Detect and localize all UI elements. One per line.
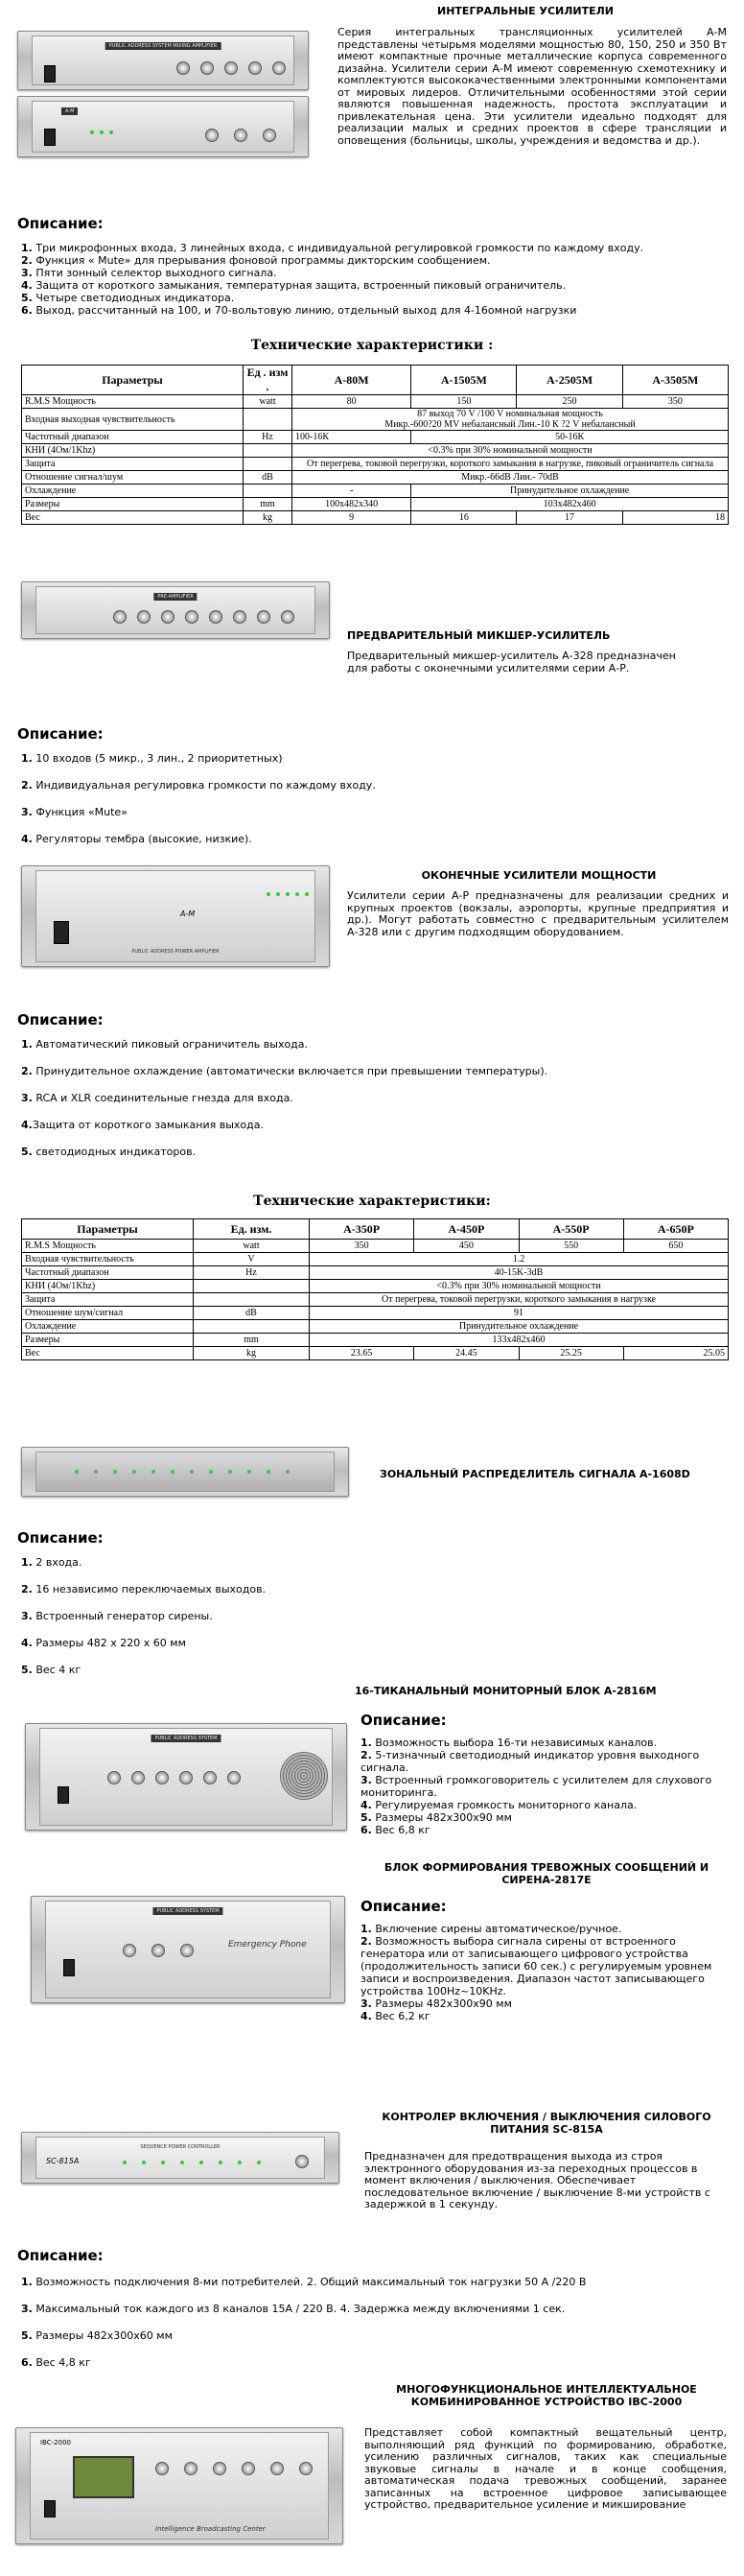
power-amplifier-photo (21, 865, 330, 967)
preamplifier-photo (21, 581, 330, 639)
section-title: ИНТЕГРАЛЬНЫЕ УСИЛИТЕЛИ (437, 5, 614, 17)
description-heading: Описание: (360, 1712, 447, 1729)
section-title: ЗОНАЛЬНЫЙ РАСПРЕДЕЛИТЕЛЬ СИГНАЛА А-1608D (380, 1468, 690, 1480)
list-item: 1. 2 входа. (21, 1556, 82, 1569)
list-item: 3. Размеры 482х300х90 мм (360, 1997, 512, 2010)
list-item: 2. Индивидуальная регулировка громкости по каждому входу. (21, 779, 376, 792)
list-item: 4. Защита от короткого замыкания, температурная защита, встроенный пиковый ограничитель. (21, 279, 567, 292)
list-item: 2. 5-тизначный светодиодный индикатор уровня выходного сигнала. (360, 1749, 700, 1774)
list-item: 1. Возможность выбора 16-ти независимых каналов. (360, 1737, 658, 1749)
list-item: 3. Максимальный ток каждого из 8 каналов 15А / 220 В. 4. Задержка между включениями 1 сек. (21, 2303, 566, 2315)
section-title: ПРЕДВАРИТЕЛЬНЫЙ МИКШЕР-УСИЛИТЕЛЬ (347, 629, 611, 642)
list-item: 6. Вес 4,8 кг (21, 2356, 91, 2369)
description-heading: Описание: (360, 1898, 447, 1915)
list-item: 3. Функция «Mute» (21, 806, 128, 818)
device-text: Emergency Phone (228, 1940, 307, 1950)
description-heading: Описание: (17, 1529, 104, 1547)
section-description: Предназначен для предотвращения выхода из строя электронного оборудования из-за переходных процессов в момент включения / выключения. Обеспечивает последовательное включение / выключение 8-ми устройств с задержкой в 1 секунду. (364, 2150, 710, 2210)
device-label: PUBLIC ADDRESS POWER AMPLIFIER (131, 949, 220, 955)
section-title: МНОГОФУНКЦИОНАЛЬНОЕ ИНТЕЛЛЕКТУАЛЬНОЕ КОМБИНИРОВАННОЕ УСТРОЙСТВО IBC-2000 (396, 2383, 697, 2408)
list-item: 4.Защита от короткого замыкания выхода. (21, 1119, 264, 1131)
amplifier-photo-top (17, 31, 309, 90)
list-item: 1. 10 входов (5 микр., 3 лин., 2 приоритетных) (21, 752, 283, 765)
spec-title: Технические характеристики : (250, 338, 494, 353)
list-item: 1. Включение сирены автоматическое/ручное. (360, 1923, 622, 1935)
list-item: 3. Встроенный генератор сирены. (21, 1610, 213, 1622)
device-label: SEQUENCE POWER CONTROLLER (140, 2144, 221, 2150)
section-description: Серия интегральных трансляционных усилителей А-М представлены четырьмя моделями мощностью 80, 150, 250 и 350 Вт имеют компактные прочные металлические корпуса современного дизайна. Усилители серии А-М имеют современную схемотехнику и комплектуются высококачественными электронными компонентами от мировых лидеров. Отличительными особенностями этой серии являются повышенная надежность, простота эксплуатации и привлекательная цена. Эти усилители идеально подходят для реализации малых и средних проектов в сфере трансляции и оповещения (больницы, школы, учреждения и ведомства и др.). (337, 26, 727, 147)
description-heading: Описание: (17, 725, 104, 743)
device-label: PUBLIC ADDRESS SYSTEM (151, 1735, 221, 1742)
spec-title: Технические характеристики: (253, 1193, 491, 1209)
device-label: A-M (61, 107, 78, 115)
list-item: 2. 16 независимо переключаемых выходов. (21, 1583, 267, 1595)
broadcast-center-photo (15, 2427, 343, 2544)
device-label: PUBLIC ADDRESS SYSTEM MIXING AMPLIFIER (105, 42, 221, 50)
section-title: КОНТРОЛЕР ВКЛЮЧЕНИЯ / ВЫКЛЮЧЕНИЯ СИЛОВОГО ПИТАНИЯ SC-815A (382, 2111, 711, 2136)
section-description: Представляет собой компактный вещательный центр, выполняющий ряд функций по формированию, обработке, усилению различных сигналов, таких как специальные звуковые сигналы в начале и в конце сообщения, автоматическая подача тревожных сообщений, заранее записанных на встроенное цифровое записывающее устройство, предварительное усиление и микширование (364, 2426, 727, 2511)
feature-list (21, 242, 731, 317)
list-item: 3. Встроенный громкоговоритель с усилителем для слухового мониторинга. (360, 1774, 712, 1799)
amplifier-photo-bottom (17, 96, 309, 157)
section-description: Усилители серии А-Р предназначены для реализации средних и крупных проектов (вокзалы, аэропорты, крупные предприятия и др.). Могут работать совместно с предварительным усилителем А-328 или с другим подходящим оборудованием. (347, 889, 729, 938)
list-item: 3. Пяти зонный селектор выходного сигнала. (21, 267, 277, 279)
list-item: 1. Три микрофонных входа, 3 линейных входа, с индивидуальной регулировкой громкости по каждому входу. (21, 242, 644, 254)
device-model: SC-815A (46, 2157, 80, 2165)
list-item: 3. RCA и XLR соединительные гнезда для входа. (21, 1092, 293, 1104)
device-logo: A-M (180, 910, 196, 918)
list-item: 2. Функция « Mute» для прерывания фоновой программы дикторским сообщением. (21, 254, 491, 267)
device-label: PUBLIC ADDRESS SYSTEM (152, 1907, 222, 1915)
list-item: 6. Вес 6,8 кг (360, 1824, 430, 1836)
list-item: 4. Размеры 482 х 220 х 60 мм (21, 1637, 186, 1649)
list-item: 6. Выход, рассчитанный на 100, и 70-вольтовую линию, отдельный выход для 4-16омной нагрузки (21, 304, 577, 317)
sequence-controller-photo (21, 2132, 339, 2184)
description-heading: Описание: (17, 2247, 104, 2264)
list-item: 1. Возможность подключения 8-ми потребителей. 2. Общий максимальный ток нагрузки 50 А /220 В (21, 2276, 587, 2288)
device-label: PRE-AMPLIFIER (153, 593, 197, 601)
section-title: ОКОНЕЧНЫЕ УСИЛИТЕЛИ МОЩНОСТИ (421, 869, 657, 882)
list-item: 5. Вес 4 кг (21, 1664, 81, 1676)
section-title: 16-ТИКАНАЛЬНЫЙ МОНИТОРНЫЙ БЛОК А-2816М (355, 1685, 657, 1697)
list-item: 4. Вес 6,2 кг (360, 2010, 430, 2022)
section-title: БЛОК ФОРМИРОВАНИЯ ТРЕВОЖНЫХ СООБЩЕНИЙ И СИРЕНА-2817Е (384, 1861, 709, 1886)
spec-table: Параметры Ед . изм . A-80M A-1505M A-2505M A-3505M R.M.S Мощность watt 80 150 250 350 Входная выходная чувствительность 87 выход 70 V /100 V номинальная мощность Микр.-600?20 MV небалансный Лин.-10 К ?2 V небалансный Частотный диапазон Hz 100-16К 50-16К КНИ (4Ом/1Khz) <0.3% при 30% номинальной мощности Защита От перегрева, токовой перегрузки, короткого замыкания в нагрузке, пиковый ограничитель сигнала Отношение сигнал/шум dB Микр.-66dB Лин.- 70dB Охлаждение - Принудительное охлаждение Размеры mm 100х482х340 103х482х460 Вес kg 9 16 17 18 (21, 365, 729, 525)
section-description: Предварительный микшер-усилитель А-328 предназначен для работы с оконечными усилителями серии А-Р. (347, 650, 676, 674)
list-item: 5. Размеры 482х300х60 мм (21, 2329, 173, 2342)
spec-table: Параметры Ед. изм. A-350P A-450P A-550P A-650P R.M.S Мощность watt 350 450 550 650 Входная чувствительность V 1.2 Частотный диапазон Hz 40-15K-3dB КНИ (4Ом/1Khz) <0.3% при 30% номинальной мощности Защита От перегрева, токовой перегрузки, короткого замыкания в нагрузке Отношение шум/сигнал dB 91 Охлаждение Принудительное охлаждение Размеры mm 133х482х460 Вес kg 23.65 24.45 25.25 25.05 (21, 1218, 729, 1360)
feature-list (360, 1923, 725, 2022)
list-item: 2. Принудительное охлаждение (автоматически включается при превышении температуры). (21, 1065, 548, 1077)
zone-distributor-photo (21, 1447, 349, 1497)
list-item: 5. Размеры 482х300х90 мм (360, 1811, 512, 1824)
feature-list (360, 1737, 723, 1836)
list-item: 5. светодиодных индикаторов. (21, 1146, 197, 1158)
monitor-unit-photo (25, 1723, 347, 1831)
description-heading: Описание: (17, 215, 104, 232)
list-item: 1. Автоматический пиковый ограничитель выхода. (21, 1038, 309, 1051)
list-item: 5. Четыре светодиодных индикатора. (21, 292, 235, 304)
alarm-siren-photo (31, 1896, 345, 2003)
list-item: 4. Регуляторы тембра (высокие, низкие). (21, 833, 252, 845)
list-item: 4. Регулируемая громкость мониторного канала. (360, 1799, 638, 1811)
device-text: Intelligence Broadcasting Center (155, 2525, 266, 2533)
device-model: IBC-2000 (40, 2439, 71, 2446)
description-heading: Описание: (17, 1011, 104, 1028)
list-item: 2. Возможность выбора сигнала сирены от встроенного генератора или от записывающего цифрового устройства (продолжительность записи 60 сек.) с регулируемым уровнем записи и воспроизведения. Диапазон частот записывающего устройства 100Hz~10KHz. (360, 1935, 712, 1997)
